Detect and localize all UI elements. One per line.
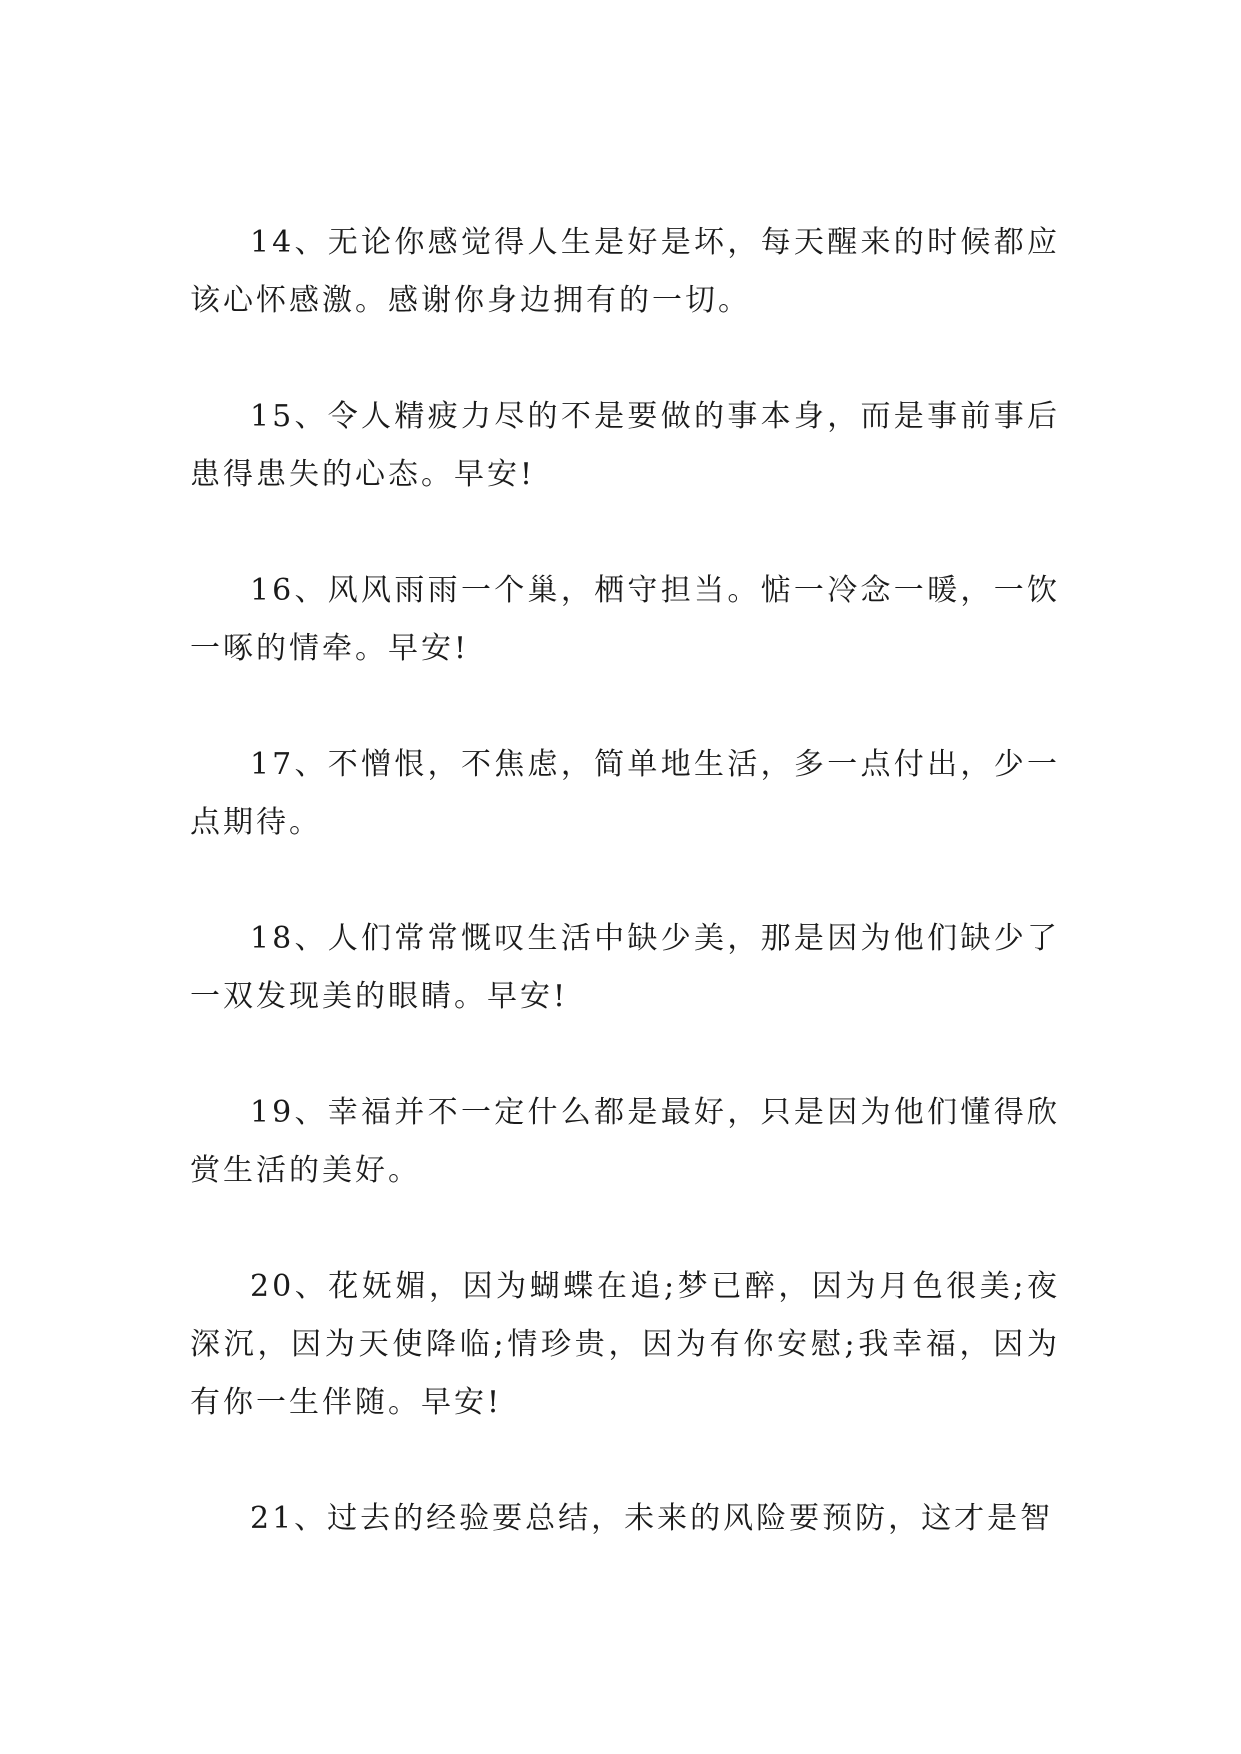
paragraph-15: 15、令人精疲力尽的不是要做的事本身，而是事前事后患得患失的心态。早安! — [190, 399, 1060, 492]
paragraph-20: 20、花妩媚，因为蝴蝶在追;梦已醉，因为月色很美;夜深沉，因为天使降临;情珍贵，因为有你安慰;我幸福，因为有你一生伴随。早安! — [190, 1269, 1060, 1420]
paragraph-14: 14、无论你感觉得人生是好是坏，每天醒来的时候都应该心怀感激。感谢你身边拥有的一切。 — [190, 225, 1060, 318]
document-body — [190, 214, 1060, 1548]
paragraph-16: 16、风风雨雨一个巢，栖守担当。惦一冷念一暖，一饮一啄的情牵。早安! — [190, 573, 1060, 666]
paragraph-19: 19、幸福并不一定什么都是最好，只是因为他们懂得欣赏生活的美好。 — [190, 1095, 1060, 1188]
paragraph-18: 18、人们常常慨叹生活中缺少美，那是因为他们缺少了一双发现美的眼睛。早安! — [190, 921, 1060, 1014]
paragraph-17: 17、不憎恨，不焦虑，简单地生活，多一点付出，少一点期待。 — [190, 747, 1060, 840]
paragraph-21: 21、过去的经验要总结，未来的风险要预防，这才是智 — [250, 1501, 1054, 1536]
